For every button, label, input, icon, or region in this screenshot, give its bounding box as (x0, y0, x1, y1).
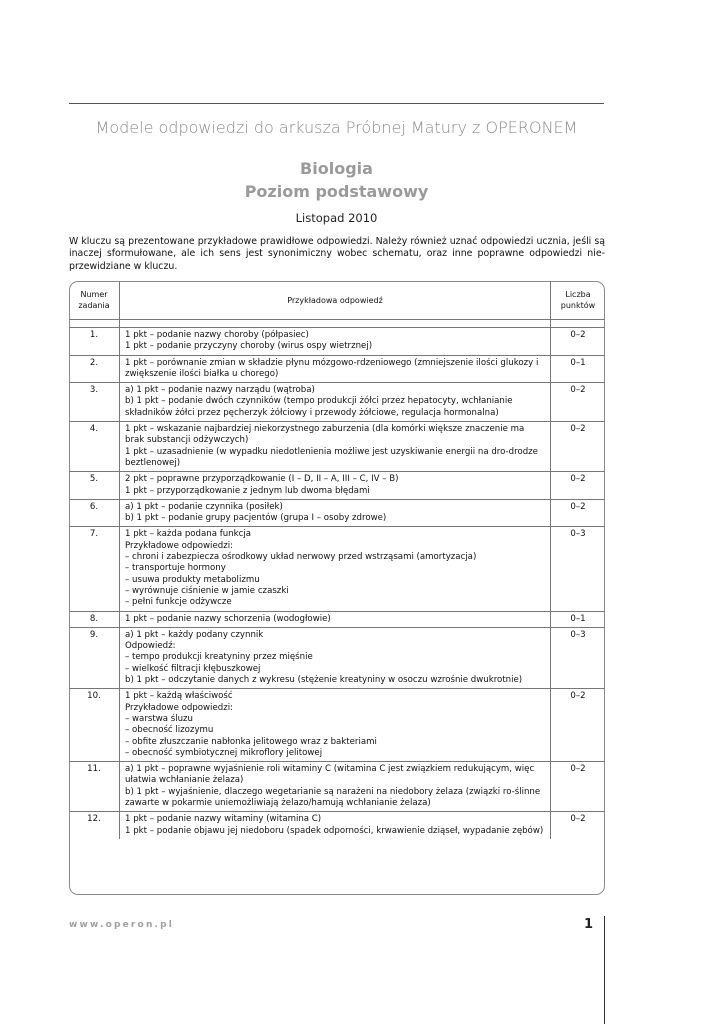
answer-cell (120, 812, 551, 839)
table-row (69, 328, 605, 356)
answer-line: 1 pkt – przyporządkowanie z jednym lub dwoma błędami (125, 485, 370, 496)
table-row (69, 689, 605, 762)
answer-line: 1 pkt – uzasadnienie (w wypadku niedotlenienia możliwe jest uzyskiwanie energii na dro-drodze beztlenowej) (125, 446, 541, 468)
answer-line: – obecność lizozymu (125, 725, 214, 736)
points-cell: 0–3 (551, 627, 606, 688)
task-number: 4. (69, 422, 120, 472)
points-cell: 0–2 (551, 689, 606, 762)
document-title: Modele odpowiedzi do arkusza Próbnej Matury z OPERONEM (95, 118, 578, 137)
table-row (69, 762, 605, 812)
answer-line: Przykładowe odpowiedzi: (125, 702, 233, 713)
answer-line: – wyrównuje ciśnienie w jamie czaszki (125, 585, 289, 596)
answer-cell (120, 472, 551, 500)
points-cell: 0–2 (551, 812, 606, 839)
points-cell: 0–2 (551, 328, 606, 356)
answer-line: 1 pkt – podanie przyczyny choroby (wirus ospy wietrznej) (125, 341, 373, 352)
answer-line: 1 pkt – podanie nazwy choroby (półpasiec) (125, 330, 309, 340)
answer-line: a) 1 pkt – podanie czynnika (posiłek) (125, 501, 283, 512)
answer-line: – chroni i zabezpiecza ośrodkowy układ nerwowy przed wstrząsami (amortyzacja) (125, 552, 477, 563)
answer-cell (120, 355, 551, 383)
answers-table (69, 281, 605, 839)
table-row (69, 611, 605, 627)
table-row (69, 499, 605, 527)
task-number: 5. (69, 472, 120, 500)
answer-cell (120, 762, 551, 812)
level-name: Poziom podstawowy (244, 182, 429, 201)
task-number: 12. (69, 812, 120, 839)
answer-line: b) 1 pkt – podanie grupy pacjentów (grupa I – osoby zdrowe) (125, 513, 387, 524)
answer-line: – tempo produkcji kreatyniny przez mięśnie (125, 652, 313, 663)
answer-cell (120, 611, 551, 627)
answer-line: a) 1 pkt – poprawne wyjaśnienie roli witaminy C (witamina C jest związkiem redukującym, więc ułatwia wchłanianie żelaza) (125, 764, 537, 786)
task-number: 6. (69, 499, 120, 527)
subject-name: Biologia (300, 159, 373, 178)
answer-line: – pełni funkcje odżywcze (125, 597, 232, 608)
task-number: 1. (69, 328, 120, 356)
points-cell: 0–1 (551, 611, 606, 627)
answer-line: b) 1 pkt – odczytanie danych z wykresu (stężenie kreatyniny w osoczu wzrośnie dwukrotnie) (125, 675, 523, 686)
task-number: 11. (69, 762, 120, 812)
table-row (69, 812, 605, 839)
task-number: 8. (69, 611, 120, 627)
table-row (69, 422, 605, 472)
task-number: 9. (69, 627, 120, 688)
points-cell: 0–2 (551, 472, 606, 500)
subject-heading (69, 157, 604, 203)
table-row (69, 355, 605, 383)
answer-line: 1 pkt – wskazanie najbardziej niekorzystnego zaburzenia (dla komórki większe znaczenie ma brak substancji odżywczych) (125, 424, 528, 446)
table-row (69, 472, 605, 500)
answer-line: 1 pkt – podanie nazwy schorzenia (wodogłowie) (125, 613, 331, 624)
answer-line: – obfite złuszczanie nabłonka jelitowego wraz z bakteriami (125, 736, 377, 747)
answer-line: – warstwa śluzu (125, 713, 193, 724)
points-cell: 0–2 (551, 762, 606, 812)
answer-cell (120, 527, 551, 611)
row-spacer (69, 320, 605, 328)
points-cell: 0–1 (551, 355, 606, 383)
header-number: Numer zadania (69, 281, 120, 320)
answer-cell (120, 499, 551, 527)
answer-line: – usuwa produkty metabolizmu (125, 574, 260, 585)
answer-line: 1 pkt – porównanie zmian w składzie płynu mózgowo-rdzeniowego (zmniejszenie ilości glukozy i zwiększenie ilości białka u chorego) (125, 357, 542, 379)
answer-line: a) 1 pkt – każdy podany czynnik (125, 629, 264, 640)
answer-line: b) 1 pkt – podanie dwóch czynników (tempo produkcji żółci przez hepatocyty, wchłanianie składników żółci przez pęcherzyk żółciowy i przewody żółciowe, regulacja hormonalna) (125, 396, 516, 418)
points-cell: 0–3 (551, 527, 606, 611)
task-number: 10. (69, 689, 120, 762)
table-row (69, 383, 605, 422)
answer-cell (120, 383, 551, 422)
answer-line: – wielkość filtracji kłębuszkowej (125, 663, 261, 674)
task-number: 3. (69, 383, 120, 422)
answer-line: Przykładowe odpowiedzi: (125, 540, 233, 551)
task-number: 7. (69, 527, 120, 611)
points-cell: 0–2 (551, 499, 606, 527)
answer-cell (120, 328, 551, 356)
table-header-row (69, 281, 605, 320)
intro-paragraph: W kluczu są prezentowane przykładowe prawidłowe odpowiedzi. Należy również uznać odpowiedzi ucznia, jeśli są inaczej sformułowane, ale ich sens jest synonimiczny wobec schematu, oraz inne poprawne odpowiedzi nie-przewidziane w kluczu. (69, 236, 605, 272)
exam-date: Listopad 2010 (295, 211, 378, 225)
header-points: Liczba punktów (551, 281, 606, 320)
answer-cell (120, 627, 551, 688)
task-number: 2. (69, 355, 120, 383)
answer-line: – obecność symbiotycznej mikroflory jelitowej (125, 747, 323, 758)
answer-cell (120, 422, 551, 472)
top-rule (69, 103, 604, 104)
points-cell: 0–2 (551, 383, 606, 422)
answer-line: b) 1 pkt – wyjaśnienie, dlaczego wegetarianie są narażeni na niedobory żelaza (związki ro-ślinne zawarte w pokarmie uniemożliwiają żelazo/hamują wchłanianie żelaza) (125, 786, 543, 808)
answer-line: 1 pkt – podanie nazwy witaminy (witamina C) (125, 814, 322, 825)
table-row (69, 627, 605, 688)
answer-line: 2 pkt – poprawne przyporządkowanie (I – D, II – A, III – C, IV – B) (125, 474, 399, 485)
answer-line: – transportuje hormony (125, 563, 226, 574)
answer-line: 1 pkt – każda podana funkcja (125, 529, 251, 540)
points-cell: 0–2 (551, 422, 606, 472)
footer-url: www.operon.pl (69, 920, 175, 930)
header-answer: Przykładowa odpowiedź (120, 281, 551, 320)
page-number: 1 (584, 917, 594, 932)
answer-line: a) 1 pkt – podanie nazwy narządu (wątroba) (125, 385, 315, 396)
table-row (69, 527, 605, 611)
side-rule (604, 916, 605, 1024)
answer-line: Odpowiedź: (125, 641, 176, 652)
answer-line: 1 pkt – podanie objawu jej niedoboru (spadek odporności, krwawienie dziąseł, wypadanie zębów) (125, 825, 544, 836)
answer-line: 1 pkt – każdą właściwość (125, 691, 233, 702)
answer-cell (120, 689, 551, 762)
table-body (69, 320, 605, 839)
